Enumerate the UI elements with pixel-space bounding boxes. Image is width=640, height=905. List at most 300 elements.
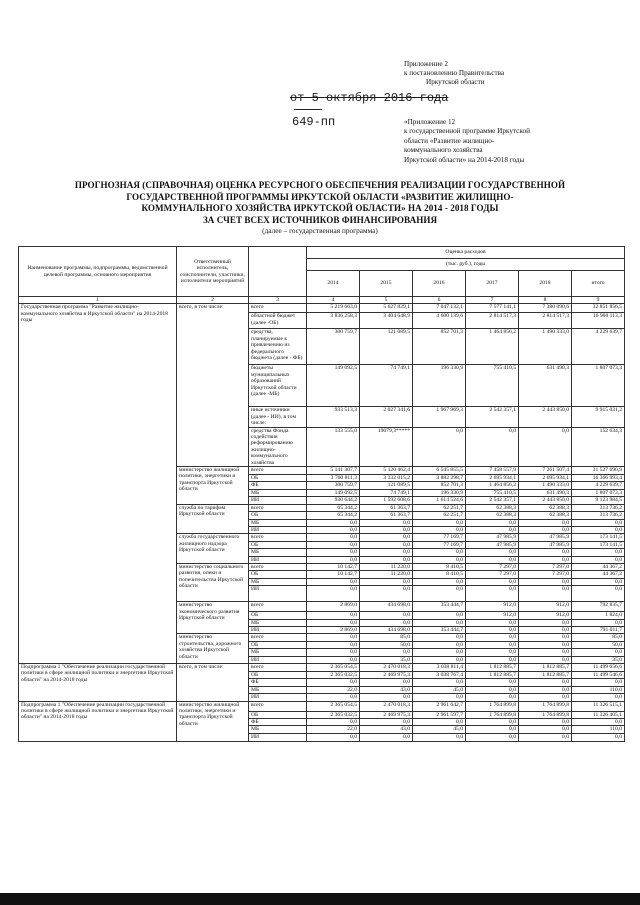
funding-source-cell: средства Фонда содействия реформированию жилищно-коммунального хозяйства (249, 427, 307, 466)
year-value-cell: 0,0 (413, 519, 466, 526)
total-value-cell: 44 367,2 (572, 563, 625, 570)
year-value-cell: 755 410,5 (466, 489, 519, 496)
year-value-cell: 0,0 (519, 726, 572, 733)
responsible-cell: служба по тарифам Иркутской области (177, 504, 249, 534)
funding-source-cell: ОБ (249, 711, 307, 718)
year-value-cell: 1 812 885,7 (466, 672, 519, 679)
table-row (19, 664, 625, 672)
year-value-cell: 0,0 (466, 694, 519, 701)
funding-source-cell: всего (249, 304, 307, 313)
year-value-cell: 0,0 (466, 578, 519, 585)
total-value-cell: 9 123 984,5 (572, 497, 625, 504)
year-value-cell: 912,0 (519, 612, 572, 619)
funding-source-cell: бюджеты муниципальных образований Иркутской области (далее -МБ) (249, 365, 307, 407)
year-value-cell: 1 490 333,0 (519, 482, 572, 489)
header-year: 2016 (413, 271, 466, 297)
year-value-cell: 0,0 (466, 656, 519, 663)
year-value-cell: 3 404 648,9 (360, 313, 413, 329)
year-value-cell: 7 047 132,1 (413, 304, 466, 313)
year-value-cell: 0,0 (307, 526, 360, 533)
responsible-cell: министерство строительства, дорожного хозяйства Иркутской области (177, 634, 249, 664)
year-value-cell: 0,0 (360, 534, 413, 541)
funding-source-cell: ФБ (249, 482, 307, 489)
total-value-cell: 16 366 993,4 (572, 475, 625, 482)
year-value-cell: 912,0 (519, 602, 572, 612)
total-value-cell: 11 499 656,6 (572, 664, 625, 672)
year-value-cell: 47 985,9 (519, 541, 572, 548)
year-value-cell: 0,0 (360, 526, 413, 533)
year-value-cell: 0,0 (413, 649, 466, 656)
responsible-cell: служба государственного жилищного надзора Иркутской области (177, 534, 249, 564)
year-value-cell: 5 120 462,4 (360, 467, 413, 475)
year-value-cell: 0,0 (413, 719, 466, 726)
year-value-cell: 0,0 (466, 686, 519, 693)
year-value-cell: 3 836 258,3 (307, 313, 360, 329)
year-value-cell: 1 764 899,8 (466, 701, 519, 711)
table-body (19, 304, 625, 741)
column-number: 7 (466, 297, 519, 304)
year-value-cell: 62 388,3 (466, 504, 519, 511)
year-value-cell: 7 297,0 (519, 571, 572, 578)
total-value-cell: 50,0 (572, 641, 625, 648)
total-value-cell: 0,0 (572, 679, 625, 686)
appendix-line: Приложение 2 (404, 60, 448, 68)
year-value-cell: 300 759,7 (307, 329, 360, 365)
funding-source-cell: ОБ (249, 512, 307, 519)
year-value-cell: 121 089,5 (360, 482, 413, 489)
year-value-cell: 1 464 856,2 (466, 482, 519, 489)
funding-source-cell: ОБ (249, 541, 307, 548)
year-value-cell: 0,0 (466, 549, 519, 556)
year-value-cell: 7 380 090,6 (519, 304, 572, 313)
year-value-cell: 1 812 885,7 (519, 672, 572, 679)
year-value-cell: 43,0 (360, 726, 413, 733)
year-value-cell: 0,0 (519, 679, 572, 686)
funding-source-cell: всего (249, 467, 307, 475)
stamp-date: от 5 октября 2016 года (290, 91, 449, 105)
year-value-cell: 1 812 885,7 (466, 664, 519, 672)
funding-source-cell: всего (249, 634, 307, 641)
year-value-cell: 0,0 (466, 526, 519, 533)
year-value-cell: 0,0 (519, 519, 572, 526)
year-value-cell: 149 092,5 (307, 489, 360, 496)
column-number: 8 (519, 297, 572, 304)
year-value-cell: 22,0 (307, 726, 360, 733)
year-value-cell: 0,0 (360, 679, 413, 686)
year-value-cell: 7 297,0 (466, 563, 519, 570)
year-value-cell: 0,0 (360, 556, 413, 563)
program-name-cell: Подпрограмма 1 "Обеспечение реализации государственной политики в сфере жилищной политики и энергетики Иркутской области" на 2014-2018 годы (19, 664, 177, 702)
total-value-cell: 0,0 (572, 586, 625, 602)
year-value-cell: 2 542 357,1 (466, 407, 519, 427)
year-value-cell: 0,0 (413, 612, 466, 619)
header-total: итого (572, 271, 625, 297)
funding-source-cell: ИИ (249, 733, 307, 741)
year-value-cell: 5 219 663,0 (307, 304, 360, 313)
year-value-cell: 19079,3***** (360, 427, 413, 466)
total-value-cell: 110,0 (572, 686, 625, 693)
total-value-cell: 0,0 (572, 519, 625, 526)
funding-source-cell: ИИ (249, 526, 307, 533)
total-value-cell: 792 835,7 (572, 602, 625, 612)
funding-source-cell: ОБ (249, 571, 307, 578)
year-value-cell: 47 985,9 (466, 541, 519, 548)
total-value-cell: 31 527 690,9 (572, 467, 625, 475)
funding-source-cell: ОБ (249, 475, 307, 482)
year-value-cell: 0,0 (413, 656, 466, 663)
total-value-cell: 35,0 (572, 656, 625, 663)
year-value-cell: 0,0 (519, 686, 572, 693)
column-number: 9 (572, 297, 625, 304)
year-value-cell: 1 464 856,2 (466, 329, 519, 365)
funding-source-cell: ИИ (249, 556, 307, 563)
year-value-cell: 0,0 (307, 641, 360, 648)
year-value-cell: 2 365 054,5 (307, 701, 360, 711)
year-value-cell: 0,0 (413, 556, 466, 563)
year-value-cell: 61 363,7 (360, 512, 413, 519)
total-value-cell: 0,0 (572, 549, 625, 556)
year-value-cell: 0,0 (466, 626, 519, 633)
year-value-cell: 85,0 (360, 634, 413, 641)
funding-source-cell: ФБ (249, 719, 307, 726)
year-value-cell: 0,0 (360, 619, 413, 626)
program-appendix-line: области «Развитие жилищно- (404, 136, 495, 145)
year-value-cell: 1 764 899,8 (519, 711, 572, 718)
funding-source-cell: всего (249, 602, 307, 612)
year-value-cell: 65 344,2 (307, 512, 360, 519)
year-value-cell: 0,0 (307, 649, 360, 656)
funding-source-cell: иные источники (далее - ИИ), в том числе: (249, 407, 307, 427)
year-value-cell: 0,0 (413, 427, 466, 466)
year-value-cell: 2 469 975,3 (360, 711, 413, 718)
funding-source-cell: МБ (249, 686, 307, 693)
year-value-cell: 62 251,7 (413, 504, 466, 511)
year-value-cell: 7 577 141,1 (466, 304, 519, 313)
header-cost-estimate: Оценка расходов (307, 247, 625, 259)
year-value-cell: 0,0 (519, 556, 572, 563)
year-value-cell: 0,0 (307, 679, 360, 686)
year-value-cell: 2 961 597,7 (413, 711, 466, 718)
year-value-cell: 1 812 885,7 (519, 664, 572, 672)
header-year: 2015 (360, 271, 413, 297)
resource-table (18, 246, 625, 742)
year-value-cell: 0,0 (519, 694, 572, 701)
total-value-cell: 11 326 405,1 (572, 711, 625, 718)
responsible-cell: всего, в том числе: (177, 664, 249, 702)
year-value-cell: 0,0 (307, 733, 360, 741)
title-subtitle: (далее – государственная программа) (262, 227, 378, 236)
header-responsible: Ответственный исполнитель, соисполнители, участники, исполнители мероприятий (177, 247, 249, 297)
year-value-cell: 0,0 (466, 519, 519, 526)
year-value-cell: 0,0 (413, 549, 466, 556)
year-value-cell: 0,0 (519, 656, 572, 663)
year-value-cell: 434 698,0 (360, 626, 413, 633)
year-value-cell: 7 297,0 (466, 571, 519, 578)
year-value-cell: 0,0 (466, 679, 519, 686)
year-value-cell: 10 142,7 (307, 563, 360, 570)
year-value-cell: 149 092,5 (307, 365, 360, 407)
total-value-cell: 173 141,5 (572, 541, 625, 548)
year-value-cell: 0,0 (307, 586, 360, 602)
funding-source-cell: МБ (249, 649, 307, 656)
year-value-cell: 0,0 (466, 586, 519, 602)
year-value-cell: 0,0 (360, 541, 413, 548)
year-value-cell: 1 967 969,3 (413, 407, 466, 427)
year-value-cell: 62 388,3 (519, 504, 572, 511)
year-value-cell: 0,0 (466, 649, 519, 656)
year-value-cell: 631 490,3 (519, 489, 572, 496)
year-value-cell: 43,0 (360, 686, 413, 693)
year-value-cell: 2 365 032,5 (307, 672, 360, 679)
year-value-cell: 852 701,3 (413, 482, 466, 489)
year-value-cell: 196 330,9 (413, 365, 466, 407)
year-value-cell: 0,0 (307, 619, 360, 626)
year-value-cell: 0,0 (413, 694, 466, 701)
year-value-cell: 0,0 (413, 679, 466, 686)
funding-source-cell: всего (249, 664, 307, 672)
funding-source-cell: МБ (249, 726, 307, 733)
total-value-cell: 32 851 856,5 (572, 304, 625, 313)
year-value-cell: 0,0 (307, 612, 360, 619)
year-value-cell: 5 627 829,1 (360, 304, 413, 313)
year-value-cell: 0,0 (519, 634, 572, 641)
year-value-cell: 2 814 517,3 (466, 313, 519, 329)
year-value-cell: 912,0 (466, 612, 519, 619)
year-value-cell: 3 760 811,3 (307, 475, 360, 482)
year-value-cell: 0,0 (519, 719, 572, 726)
total-value-cell: 11 326 515,1 (572, 701, 625, 711)
year-value-cell: 2 695 934,1 (466, 475, 519, 482)
total-value-cell: 0,0 (572, 649, 625, 656)
appendix-header (404, 60, 624, 88)
year-value-cell: 2 695 934,1 (519, 475, 572, 482)
year-value-cell: 933 513,3 (307, 407, 360, 427)
year-value-cell: 0,0 (307, 519, 360, 526)
year-value-cell: 755 410,5 (466, 365, 519, 407)
column-number: 1 (19, 297, 177, 304)
responsible-cell: всего, в том числе: (177, 304, 249, 467)
year-value-cell: 6 545 855,5 (413, 467, 466, 475)
year-value-cell: 61 363,7 (360, 504, 413, 511)
year-value-cell: 0,0 (466, 619, 519, 626)
program-appendix-line: Иркутской области» на 2014-2018 годы (404, 155, 525, 164)
title-line: ЗА СЧЕТ ВСЕХ ИСТОЧНИКОВ ФИНАНСИРОВАНИЯ (202, 214, 438, 225)
funding-source-cell: средства, планируемые к привлечению из федерального бюджета (далее - ФБ) (249, 329, 307, 365)
year-value-cell: 0,0 (413, 733, 466, 741)
funding-source-cell: МБ (249, 489, 307, 496)
year-value-cell: 1 764 899,8 (466, 711, 519, 718)
year-value-cell: 74 749,1 (360, 365, 413, 407)
year-value-cell: 1 490 333,0 (519, 329, 572, 365)
year-value-cell: 5 141 307,7 (307, 467, 360, 475)
column-number: 6 (413, 297, 466, 304)
program-appendix-line: коммунального хозяйства (404, 146, 483, 155)
year-value-cell: 10 142,7 (307, 571, 360, 578)
table-row (19, 304, 625, 313)
year-value-cell: 0,0 (519, 649, 572, 656)
total-value-cell: 0,0 (572, 619, 625, 626)
total-value-cell: 85,0 (572, 634, 625, 641)
year-value-cell: 353 444,7 (413, 602, 466, 612)
total-value-cell: 0,0 (572, 719, 625, 726)
total-value-cell: 173 141,5 (572, 534, 625, 541)
year-value-cell: 0,0 (466, 427, 519, 466)
total-value-cell: 1 807 073,3 (572, 365, 625, 407)
year-value-cell: 0,0 (307, 578, 360, 585)
total-value-cell: 1 824,0 (572, 612, 625, 619)
funding-source-cell: всего (249, 563, 307, 570)
year-value-cell: 0,0 (360, 519, 413, 526)
header-year: 2018 (519, 271, 572, 297)
year-value-cell: 133 555,0 (307, 427, 360, 466)
total-value-cell: 0,0 (572, 694, 625, 701)
year-value-cell: 3 882 298,7 (413, 475, 466, 482)
year-value-cell: 35,0 (360, 656, 413, 663)
year-value-cell: 0,0 (413, 634, 466, 641)
year-value-cell: 0,0 (466, 726, 519, 733)
column-number: 2 (177, 297, 249, 304)
year-value-cell: 0,0 (519, 427, 572, 466)
header-program-name: Наименование программы, подпрограммы, ведомственной целевой программы, основного мероприятия (19, 247, 177, 297)
header-units: (тыс. руб.), годы (307, 259, 625, 271)
year-value-cell: 0,0 (360, 612, 413, 619)
funding-source-cell: ИИ (249, 586, 307, 602)
funding-source-cell: ФБ (249, 679, 307, 686)
responsible-cell: министерство социального развития, опеки и попечительства Иркутской области (177, 563, 249, 601)
year-value-cell: 0,0 (413, 586, 466, 602)
total-value-cell: 0,0 (572, 556, 625, 563)
responsible-cell: министерство экономического развития Иркутской области (177, 602, 249, 634)
funding-source-cell: ИИ (249, 626, 307, 633)
year-value-cell: 2 469 975,3 (360, 672, 413, 679)
year-value-cell: 852 701,3 (413, 329, 466, 365)
year-value-cell: 77 169,7 (413, 534, 466, 541)
funding-source-cell: ИИ (249, 694, 307, 701)
year-value-cell: 0,0 (466, 733, 519, 741)
funding-source-cell: ОБ (249, 672, 307, 679)
appendix-line: Иркутской области (426, 78, 485, 87)
year-value-cell: 2 470 018,3 (360, 664, 413, 672)
year-value-cell: 22,0 (307, 686, 360, 693)
year-value-cell: 0,0 (413, 641, 466, 648)
year-value-cell: 0,0 (466, 634, 519, 641)
year-value-cell: 7 297,0 (519, 563, 572, 570)
year-value-cell: 0,0 (519, 733, 572, 741)
year-value-cell: 0,0 (519, 578, 572, 585)
year-value-cell: 2 027 341,6 (360, 407, 413, 427)
year-value-cell: 0,0 (519, 626, 572, 633)
funding-source-cell: ИИ (249, 497, 307, 504)
year-value-cell: 0,0 (307, 694, 360, 701)
year-value-cell: 74 749,1 (360, 489, 413, 496)
funding-source-cell: МБ (249, 549, 307, 556)
total-value-cell: 16 900 113,3 (572, 313, 625, 329)
year-value-cell: 0,0 (519, 586, 572, 602)
year-value-cell: 0,0 (413, 526, 466, 533)
year-value-cell: 45,0 (413, 686, 466, 693)
year-value-cell: 912,0 (466, 602, 519, 612)
year-value-cell: 45,0 (413, 726, 466, 733)
year-value-cell: 65 344,2 (307, 504, 360, 511)
funding-source-cell: МБ (249, 619, 307, 626)
year-value-cell: 2 365 032,5 (307, 711, 360, 718)
total-value-cell: 791 011,7 (572, 626, 625, 633)
program-appendix-line: «Приложение 12 (404, 118, 456, 126)
year-value-cell: 2 961 642,7 (413, 701, 466, 711)
year-value-cell: 0,0 (307, 719, 360, 726)
year-value-cell: 3 038 811,4 (413, 664, 466, 672)
year-value-cell: 2 443 850,0 (519, 407, 572, 427)
year-value-cell: 631 490,3 (519, 365, 572, 407)
year-value-cell: 47 985,9 (519, 534, 572, 541)
year-value-cell: 2 869,0 (307, 626, 360, 633)
year-value-cell: 62 388,3 (466, 512, 519, 519)
year-value-cell: 0,0 (360, 733, 413, 741)
year-value-cell: 0,0 (360, 586, 413, 602)
year-value-cell: 0,0 (360, 694, 413, 701)
column-number: 5 (360, 297, 413, 304)
column-number: 4 (307, 297, 360, 304)
year-value-cell: 930 644,2 (307, 497, 360, 504)
title-line: ГОСУДАРСТВЕННОЙ ПРОГРАММЫ ИРКУТСКОЙ ОБЛАСТИ «РАЗВИТИЕ ЖИЛИЩНО- (126, 191, 514, 202)
year-value-cell: 0,0 (360, 549, 413, 556)
year-value-cell: 0,0 (360, 649, 413, 656)
year-value-cell: 0,0 (519, 526, 572, 533)
column-number: 3 (249, 297, 307, 304)
year-value-cell: 62 388,3 (519, 512, 572, 519)
year-value-cell: 7 458 557,9 (466, 467, 519, 475)
document-title (40, 180, 600, 238)
year-value-cell: 47 985,9 (466, 534, 519, 541)
year-value-cell: 300 759,7 (307, 482, 360, 489)
year-value-cell: 0,0 (360, 578, 413, 585)
header-year: 2014 (307, 271, 360, 297)
year-value-cell: 0,0 (519, 549, 572, 556)
year-value-cell: 8 410,5 (413, 563, 466, 570)
year-value-cell: 2 443 850,0 (519, 497, 572, 504)
year-value-cell: 3 038 767,4 (413, 672, 466, 679)
responsible-cell: министерство жилищной политики, энергетики и транспорта Иркутской области (177, 701, 249, 741)
scan-edge (0, 893, 640, 905)
year-value-cell: 0,0 (307, 634, 360, 641)
year-value-cell: 11 220,0 (360, 571, 413, 578)
title-line: ПРОГНОЗНАЯ (СПРАВОЧНАЯ) ОЦЕНКА РЕСУРСНОГО ОБЕСПЕЧЕНИЯ РЕАЛИЗАЦИИ ГОСУДАРСТВЕННОЙ (74, 180, 566, 190)
program-appendix (404, 118, 624, 165)
year-value-cell: 50,0 (360, 641, 413, 648)
header-funding-source (249, 247, 307, 297)
funding-source-cell: всего (249, 504, 307, 511)
year-value-cell: 0,0 (466, 719, 519, 726)
year-value-cell: 2 869,0 (307, 602, 360, 612)
year-value-cell: 1 592 608,6 (360, 497, 413, 504)
year-value-cell: 0,0 (519, 619, 572, 626)
funding-source-cell: всего (249, 534, 307, 541)
total-value-cell: 0,0 (572, 733, 625, 741)
year-value-cell: 0,0 (466, 641, 519, 648)
year-value-cell: 196 330,9 (413, 489, 466, 496)
year-value-cell: 4 600 139,6 (413, 313, 466, 329)
year-value-cell: 8 410,5 (413, 571, 466, 578)
year-value-cell: 353 444,7 (413, 626, 466, 633)
total-value-cell: 110,0 (572, 726, 625, 733)
stamp-number: 649-пп (292, 115, 336, 129)
year-value-cell: 2 470 018,3 (360, 701, 413, 711)
year-value-cell: 0,0 (519, 641, 572, 648)
year-value-cell: 434 698,0 (360, 602, 413, 612)
year-value-cell: 0,0 (413, 578, 466, 585)
year-value-cell: 3 332 015,2 (360, 475, 413, 482)
year-value-cell: 0,0 (307, 541, 360, 548)
